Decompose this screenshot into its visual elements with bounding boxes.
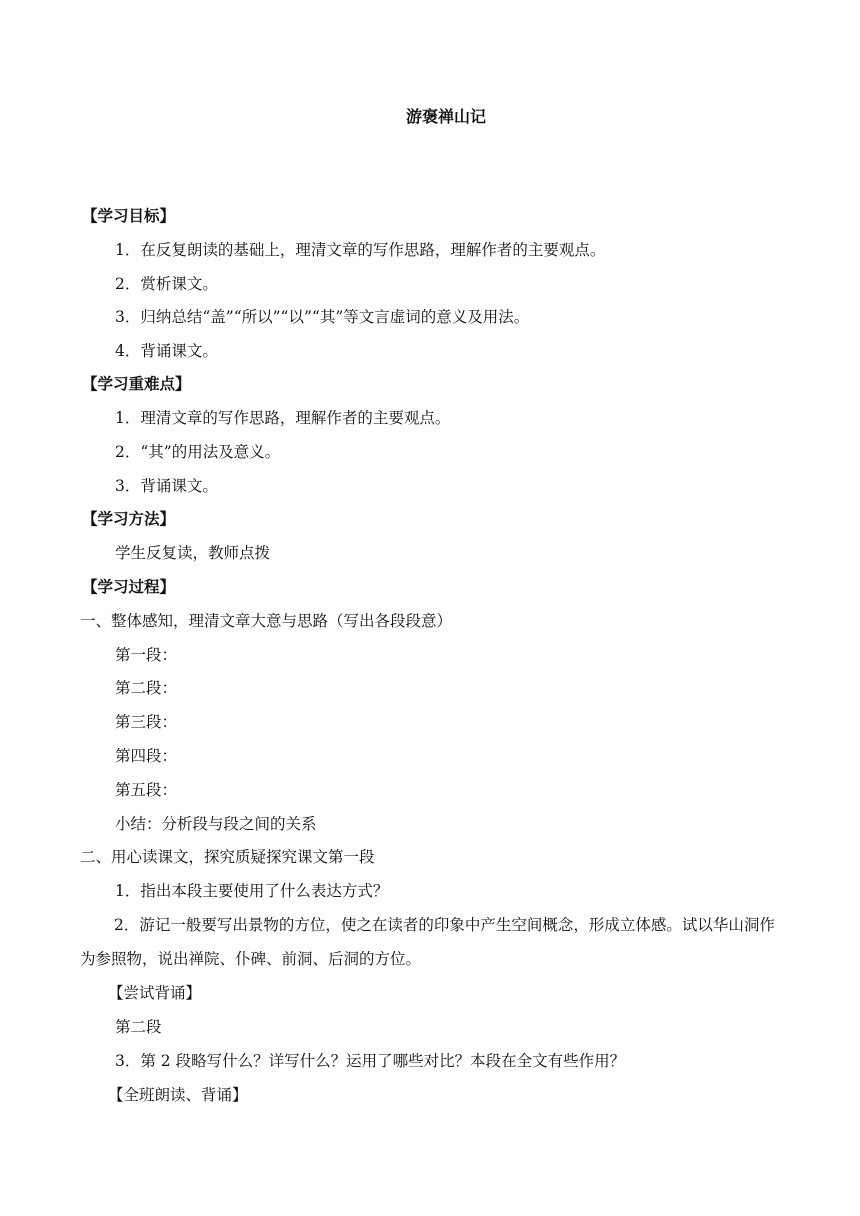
key-point-item-2: 2．“其”的用法及意义。 <box>115 443 281 461</box>
goal-item-4: 4．背诵课文。 <box>115 342 218 360</box>
key-point-item-3: 3．背诵课文。 <box>115 477 218 495</box>
goals-heading: 【学习目标】 <box>82 207 176 225</box>
part1-title: 一、整体感知，理清文章大意与思路（写出各段段意） <box>80 612 453 630</box>
method-text: 学生反复读，教师点拨 <box>115 544 271 562</box>
part1-summary: 小结：分析段与段之间的关系 <box>115 815 317 833</box>
goal-item-3: 3．归纳总结“盖”“所以”“以”“其”等文言虚词的意义及用法。 <box>115 308 530 326</box>
question-1: 1．指出本段主要使用了什么表达方式？ <box>115 882 389 900</box>
goal-item-2: 2．赏析课文。 <box>115 275 218 293</box>
document-title: 游褒禅山记 <box>405 107 486 126</box>
question-3: 3．第 2 段略写什么？详写什么？运用了哪些对比？本段在全文有些作用？ <box>115 1052 626 1070</box>
method-heading: 【学习方法】 <box>82 510 176 528</box>
class-read-label: 【全班朗读、背诵】 <box>108 1086 248 1104</box>
key-point-item-1: 1．理清文章的写作思路，理解作者的主要观点。 <box>115 409 451 427</box>
key-points-heading: 【学习重难点】 <box>82 375 191 393</box>
goal-item-1: 1．在反复朗读的基础上，理清文章的写作思路，理解作者的主要观点。 <box>115 241 606 259</box>
section-2-label: 第二段 <box>115 1018 162 1036</box>
paragraph-item-4: 第四段： <box>115 747 178 765</box>
process-heading: 【学习过程】 <box>82 578 176 596</box>
paragraph-item-5: 第五段： <box>115 781 178 799</box>
paragraph-item-2: 第二段： <box>115 679 178 697</box>
part2-title: 二、用心读课文，探究质疑探究课文第一段 <box>80 848 375 866</box>
paragraph-item-3: 第三段： <box>115 713 178 731</box>
paragraph-item-1: 第一段： <box>115 646 178 664</box>
question-2: 2．游记一般要写出景物的方位，使之在读者的印象中产生空间概念，形成立体感。试以华山洞作为参照物，说出禅院、仆碑、前洞、后洞的方位。 <box>80 916 775 968</box>
try-recite-label: 【尝试背诵】 <box>108 984 202 1002</box>
